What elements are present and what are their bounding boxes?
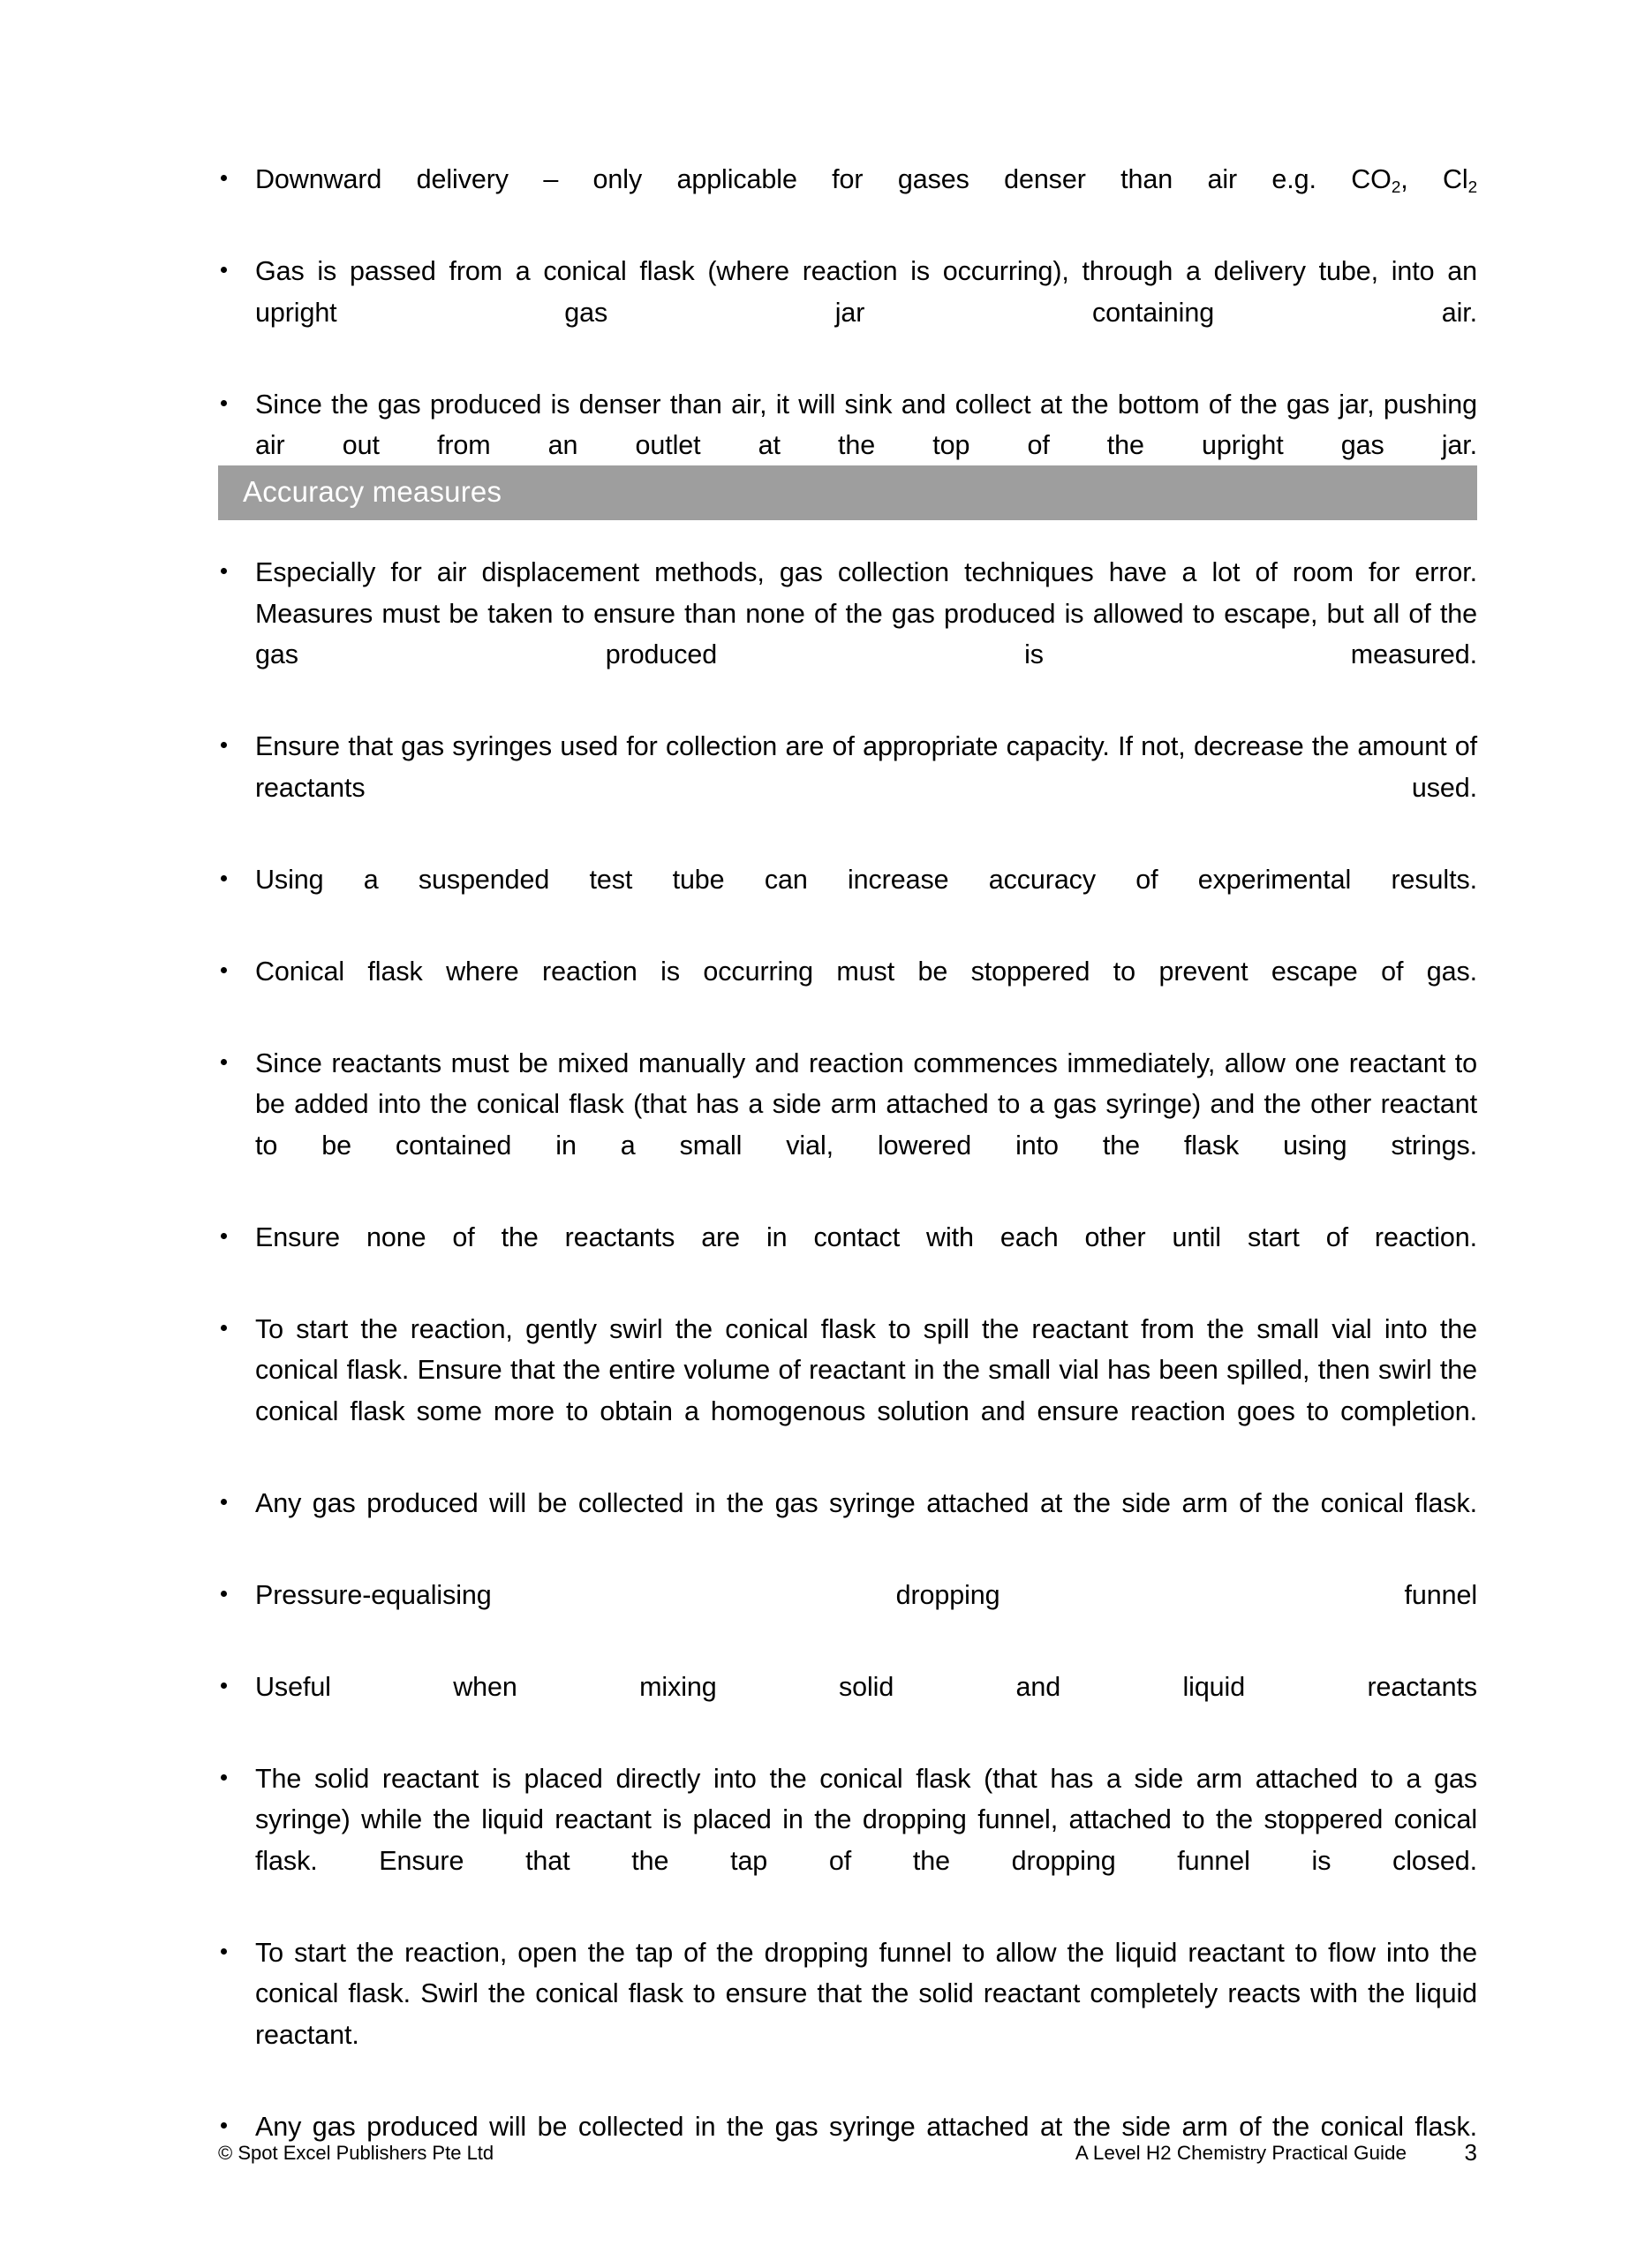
list-item [218, 1217, 1477, 1299]
footer-page-number: 3 [1464, 2139, 1477, 2166]
bullet-point-icon [221, 875, 227, 881]
list-item [218, 1043, 1477, 1207]
footer-copyright: © Spot Excel Publishers Pte Ltd [218, 2142, 494, 2164]
bullet-point-icon [221, 967, 227, 973]
intro-bullet-list [218, 159, 1477, 507]
list-item [218, 951, 1477, 1033]
bullet-point-icon [221, 267, 227, 273]
list-item-text: Any gas produced will be collected in the gas syringe attached at the side arm of the conical flask. [255, 2111, 1477, 2142]
bullet-point-icon [221, 2122, 227, 2129]
list-item-text: Conical flask where reaction is occurring must be stoppered to prevent escape of gas. [255, 956, 1477, 987]
subscript: 2 [1391, 178, 1401, 197]
bullet-point-icon [221, 1683, 227, 1689]
list-item [218, 1758, 1477, 1923]
list-item [218, 1483, 1477, 1565]
bullet-point-icon [221, 400, 227, 406]
bullet-point-icon [221, 175, 227, 181]
bullet-point-icon [221, 1059, 227, 1065]
list-item-text [255, 164, 1477, 197]
list-item-text: Especially for air displacement methods, gas collection techniques have a lot of room for error. Measures must be taken to ensure than none of the gas produced is allowed to escape, but all of the gas produced is measured. [255, 557, 1477, 669]
list-item-text: Ensure that gas syringes used for collection are of appropriate capacity. If not, decrease the amount of reactants used. [255, 731, 1477, 803]
section-heading-label: Accuracy measures [243, 475, 502, 509]
list-item [218, 1667, 1477, 1749]
list-item [218, 1932, 1477, 2097]
section-heading-band [218, 465, 1477, 520]
list-item [218, 552, 1477, 716]
bullet-point-icon [221, 1233, 227, 1239]
accuracy-measures-bullet-list [218, 552, 1477, 2189]
list-item-text: To start the reaction, open the tap of the dropping funnel to allow the liquid reactant to flow into the conical flask. Swirl the conical flask to ensure that the solid reactant completely reacts with the liquid reactant. [255, 1937, 1477, 2050]
bullet-point-icon [221, 1499, 227, 1505]
list-item-text: Using a suspended test tube can increase accuracy of experimental results. [255, 864, 1477, 895]
list-item [218, 1575, 1477, 1657]
bullet-point-icon [221, 1774, 227, 1781]
intro-bullet-group [218, 159, 1477, 507]
page-footer [218, 2139, 1477, 2177]
list-item [218, 251, 1477, 374]
list-item-text: Since reactants must be mixed manually and reaction commences immediately, allow one reactant to be added into the conical flask (that has a side arm attached to a gas syringe) and the other reactant to be contained in a small vial, lowered into the flask using strings. [255, 1047, 1477, 1161]
list-item-text: To start the reaction, gently swirl the conical flask to spill the reactant from the small vial into the conical flask. Ensure that the entire volume of reactant in the small vial has been spilled, then swirl the conical flask some more to obtain a homogenous solution and ensure reaction goes to completion. [255, 1313, 1477, 1426]
list-item [218, 159, 1477, 241]
list-item-text: Any gas produced will be collected in the gas syringe attached at the side arm of the conical flask. [255, 1487, 1477, 1518]
list-item-text: The solid reactant is placed directly into the conical flask (that has a side arm attached to a gas syringe) while the liquid reactant is placed in the dropping funnel, attached to the stoppered conical flask. Ensure that the tap of the dropping funnel is closed. [255, 1763, 1477, 1876]
footer-guide-title: A Level H2 Chemistry Practical Guide [1075, 2142, 1407, 2164]
bullet-point-icon [221, 1325, 227, 1331]
bullet-point-icon [221, 1948, 227, 1955]
list-item [218, 726, 1477, 850]
list-item-text: Pressure-equalising dropping funnel [255, 1579, 1477, 1610]
bullet-text-part: Downward delivery – only applicable for gases denser than air e.g. CO [255, 164, 1392, 194]
subscript: 2 [1467, 178, 1477, 197]
list-item-text: Since the gas produced is denser than air, it will sink and collect at the bottom of the gas jar, pushing air out from an outlet at the top of the upright gas jar. [255, 389, 1477, 460]
bullet-text-part: , Cl [1400, 164, 1468, 194]
bullet-point-icon [221, 568, 227, 574]
list-item [218, 1309, 1477, 1473]
list-item-text: Ensure none of the reactants are in contact with each other until start of reaction. [255, 1221, 1477, 1252]
list-item [218, 859, 1477, 941]
bullet-point-icon [221, 742, 227, 748]
accuracy-measures-bullet-group [218, 552, 1477, 2189]
bullet-point-icon [221, 1591, 227, 1597]
list-item-text: Gas is passed from a conical flask (where reaction is occurring), through a delivery tube, into an upright gas jar containing air. [255, 256, 1477, 328]
list-item-text: Useful when mixing solid and liquid reactants [255, 1671, 1477, 1702]
